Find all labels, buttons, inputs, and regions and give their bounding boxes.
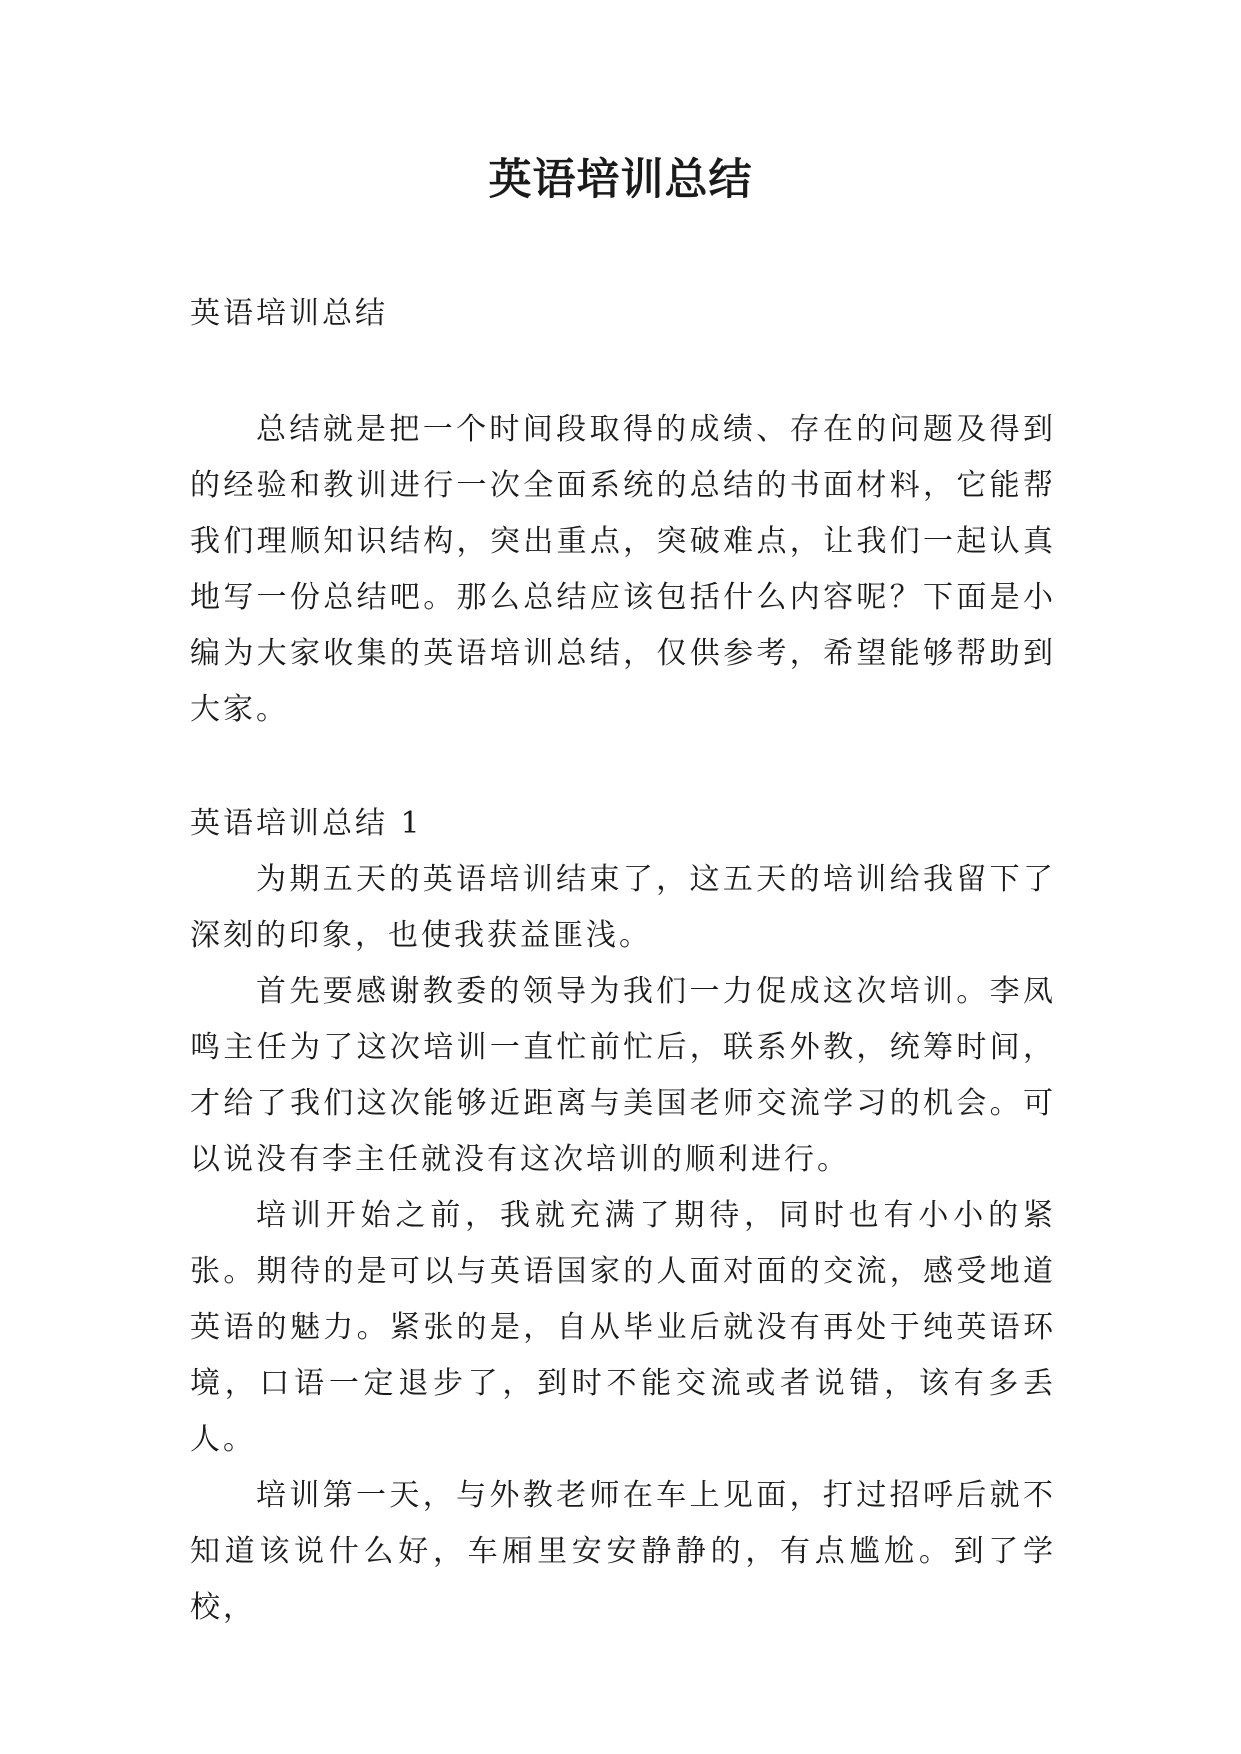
spacer [190,342,1056,402]
document-subtitle: 英语培训总结 [190,296,388,331]
document-title: 英语培训总结 [488,155,753,205]
intro-paragraph: 总结就是把一个时间段取得的成绩、存在的问题及得到的经验和教训进行一次全面系统的总结的书面材料，它能帮我们理顺知识结构，突出重点，突破难点，让我们一起认真地写一份总结吧。那么总结应该包括什么内容呢？下面是小编为大家收集的英语培训总结，仅供参考，希望能够帮助到大家。 [190,412,1056,727]
body-paragraph-4: 培训第一天，与外教老师在车上见面，打过招呼后就不知道该说什么好，车厢里安安静静的，有点尴尬。到了学校， [190,1478,1056,1625]
section-heading: 英语培训总结 1 [190,806,423,841]
body-paragraph-1: 为期五天的英语培训结束了，这五天的培训给我留下了深刻的印象，也使我获益匪浅。 [190,862,1056,953]
body-paragraph-3: 培训开始之前，我就充满了期待，同时也有小小的紧张。期待的是可以与英语国家的人面对面的交流，感受地道英语的魅力。紧张的是，自从毕业后就没有再处于纯英语环境，口语一定退步了，到时不能交流或者说错，该有多丢人。 [190,1198,1056,1457]
document-body [190,286,1056,1636]
body-paragraph-2: 首先要感谢教委的领导为我们一力促成这次培训。李凤鸣主任为了这次培训一直忙前忙后，联系外教，统筹时间，才给了我们这次能够近距离与美国老师交流学习的机会。可以说没有李主任就没有这次培训的顺利进行。 [190,974,1056,1177]
spacer [190,738,1056,796]
